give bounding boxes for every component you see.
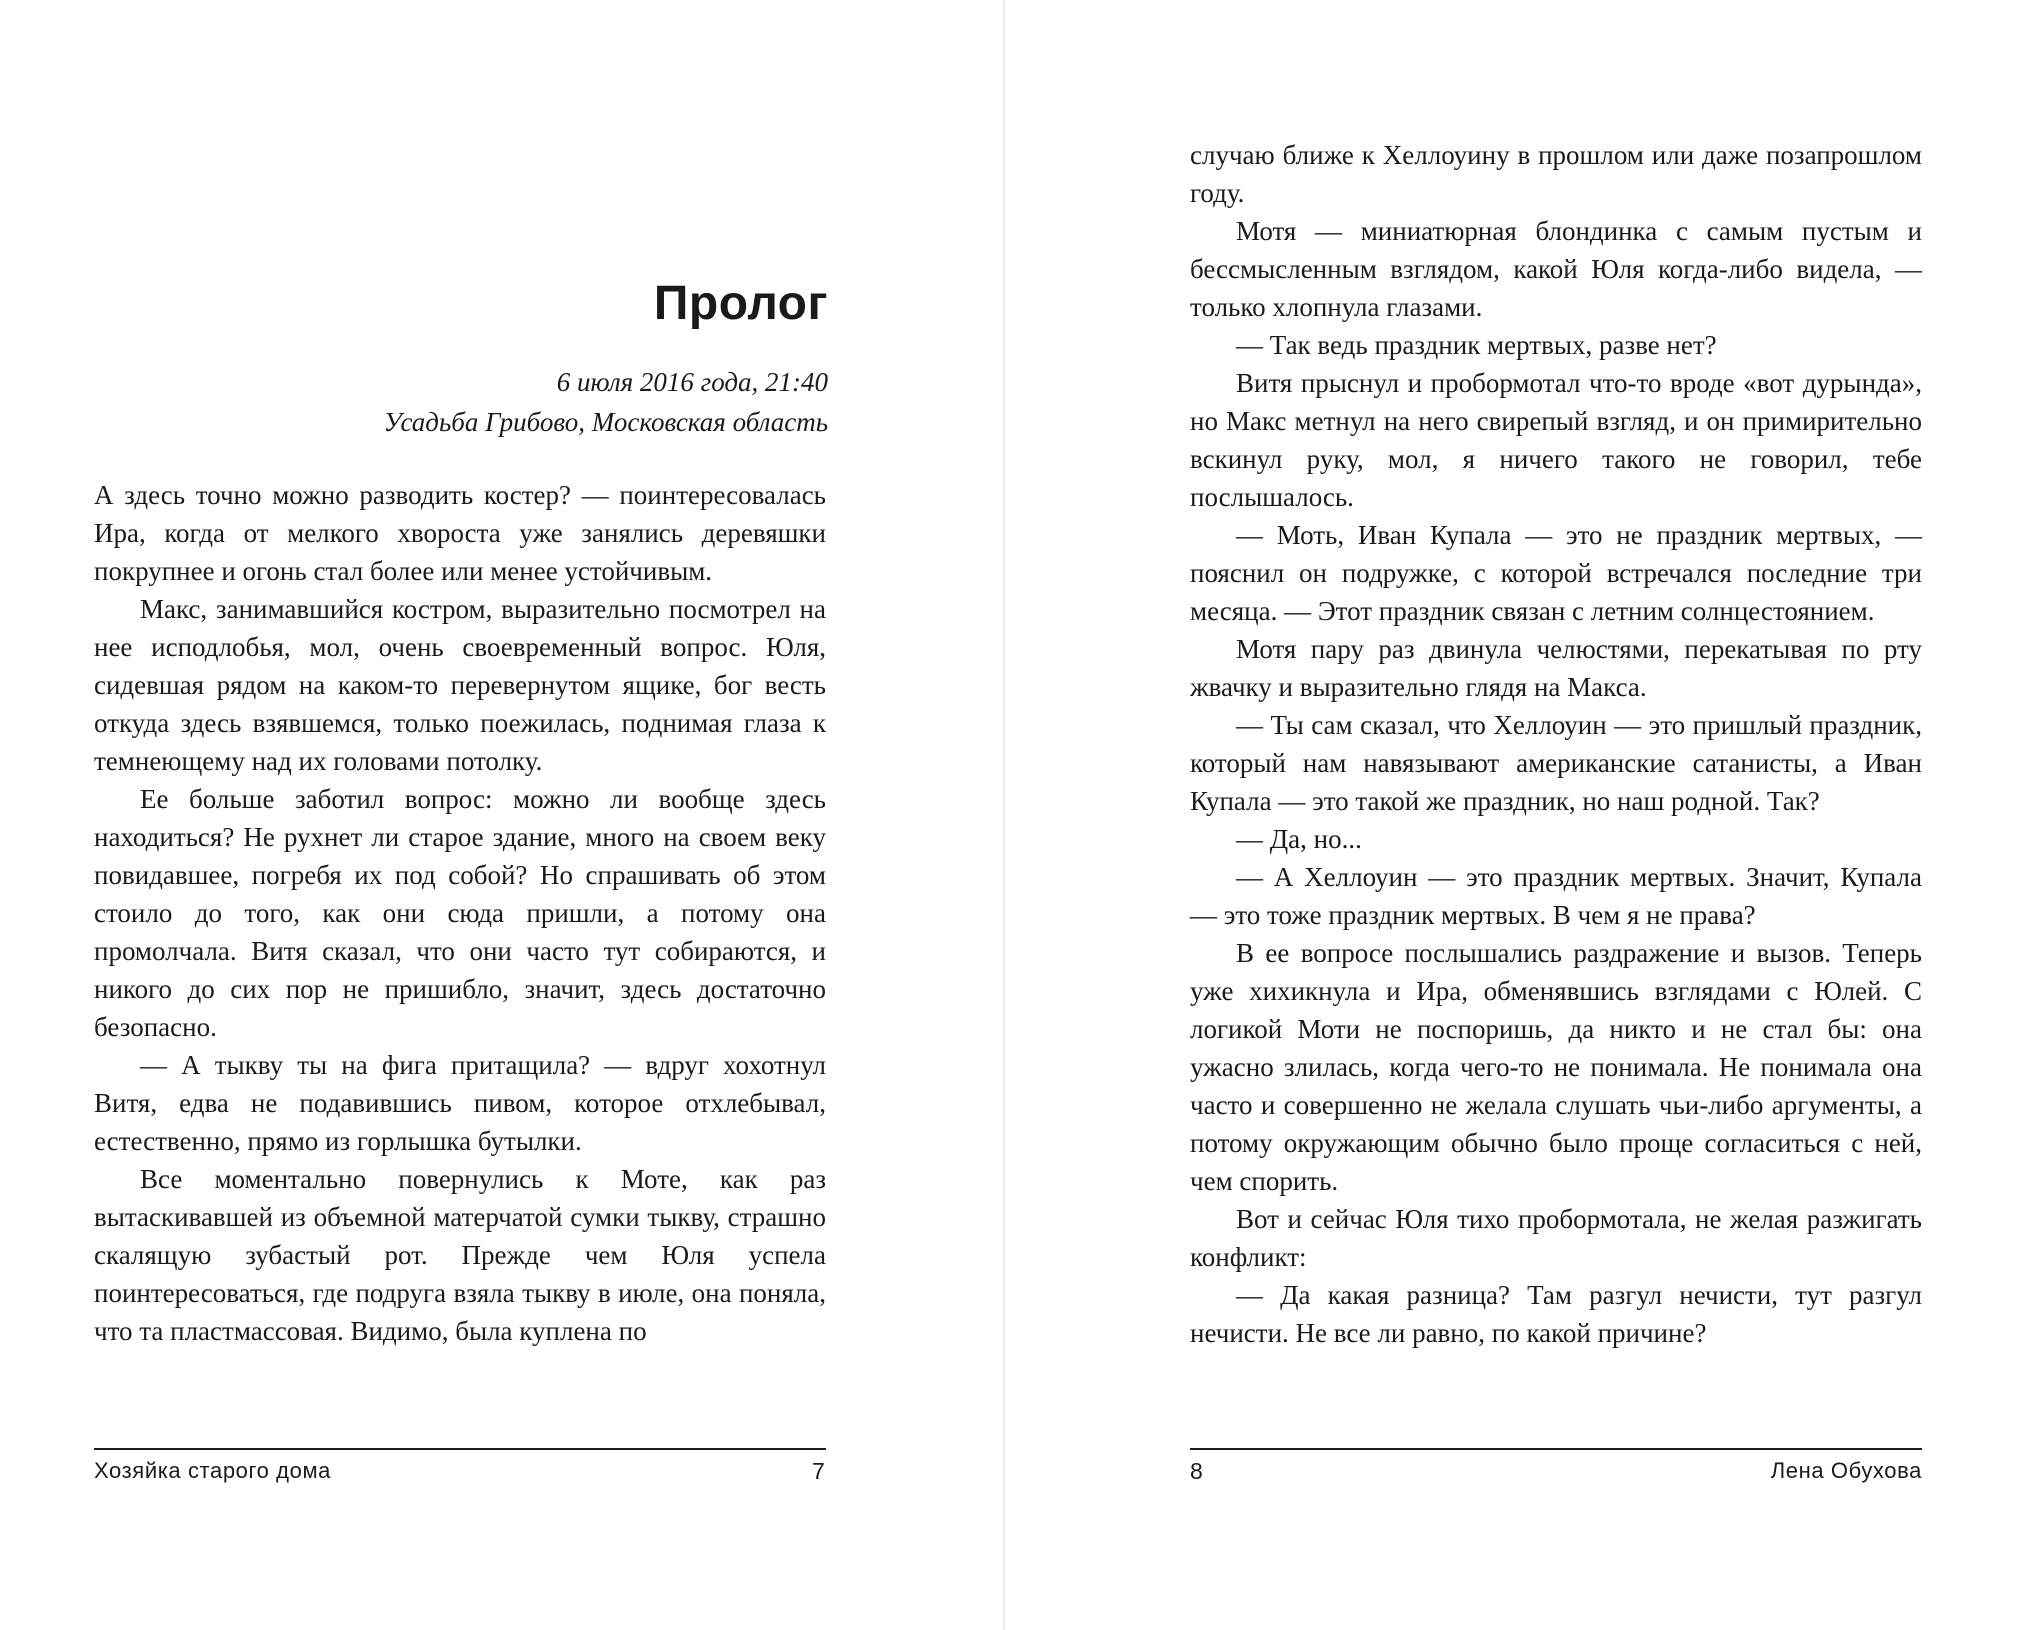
paragraph: А здесь точно можно разводить костер? — поинтересовалась Ира, когда от мелкого хвороста уже занялись деревяшки покрупнее и огонь стал более или менее устойчивым. — [94, 480, 826, 586]
epigraph-date: 6 июля 2016 года, 21:40 — [556, 367, 828, 397]
running-title: Хозяйка старого дома — [94, 1458, 332, 1483]
paragraph: — Так ведь праздник мертвых, разве нет? — [1236, 330, 1717, 360]
chapter-title: Пролог — [653, 277, 828, 330]
paragraph: — Да какая разница? Там разгул нечисти, тут разгул нечисти. Не все ли равно, по какой причине? — [1190, 1280, 1922, 1348]
paragraph: — А Хеллоуин — это праздник мертвых. Значит, Купала — это тоже праздник мертвых. В чем я не права? — [1190, 862, 1922, 930]
epigraph-place: Усадьба Грибово, Московская область — [383, 407, 828, 437]
right-page — [1005, 0, 2036, 1630]
paragraph: Макс, занимавшийся костром, выразительно посмотрел на нее исподлобья, мол, очень своевременный вопрос. Юля, сидевшая рядом на каком-то перевернутом ящике, бог весть откуда здесь взявшемся, только поежилась, поднимая глаза к темнеющему над их головами потолку. — [94, 594, 826, 776]
paragraph: Вот и сейчас Юля тихо пробормотала, не желая разжигать конфликт: — [1190, 1204, 1922, 1272]
paragraph: Витя прыснул и пробормотал что-то вроде «вот дурында», но Макс метнул на него свирепый взгляд, и он примирительно вскинул руку, мол, я ничего такого не говорил, тебе послышалось. — [1190, 368, 1922, 512]
epigraph — [384, 362, 828, 442]
left-page-text — [94, 476, 826, 1350]
paragraph: Все моментально повернулись к Моте, как раз вытаскивавшей из объемной матерчатой сумки тыкву, страшно скалящую зубастый рот. Прежде чем Юля успела поинтересоваться, где подруга взяла тыкву в июле, она поняла, что та пластмассовая. Видимо, была куплена по — [94, 1164, 826, 1346]
right-page-text — [1190, 136, 1922, 1352]
paragraph: В ее вопросе послышались раздражение и вызов. Теперь уже хихикнула и Ира, обменявшись взглядами с Юлей. С логикой Моти не поспоришь, да никто и не стал бы: она ужасно злилась, когда чего-то не понимала. Не понимала она часто и совершенно не желала слушать чьи-либо аргументы, а потому окружающим обычно было проще согласиться с ней, чем спорить. — [1190, 938, 1922, 1196]
footer-rule-left — [94, 1448, 826, 1450]
paragraph: Ее больше заботил вопрос: можно ли вообще здесь находиться? Не рухнет ли старое здание, много на своем веку повидавшее, погребя их под собой? Но спрашивать об этом стоило до того, как они сюда пришли, а потому она промолчала. Витя сказал, что они часто тут собираются, и никого до сих пор не пришибло, значит, здесь достаточно безопасно. — [94, 784, 826, 1042]
paragraph: Мотя пару раз двинула челюстями, перекатывая по рту жвачку и выразительно глядя на Макса. — [1190, 634, 1922, 702]
running-author: Лена Обухова — [1770, 1458, 1922, 1483]
left-page — [0, 0, 1003, 1630]
page-number-left: 7 — [812, 1458, 825, 1484]
paragraph: — Моть, Иван Купала — это не праздник мертвых, — пояснил он подружке, с которой встречался последние три месяца. — Этот праздник связан с летним солнцестоянием. — [1190, 520, 1922, 626]
footer-rule-right — [1190, 1448, 1922, 1450]
paragraph: Мотя — миниатюрная блондинка с самым пустым и бессмысленным взглядом, какой Юля когда-либо видела, — только хлопнула глазами. — [1190, 216, 1922, 322]
page-number-right: 8 — [1190, 1458, 1203, 1484]
paragraph: — А тыкву ты на фига притащила? — вдруг хохотнул Витя, едва не подавившись пивом, которое отхлебывал, естественно, прямо из горлышка бутылки. — [94, 1050, 826, 1156]
paragraph: — Да, но... — [1236, 824, 1362, 854]
paragraph: — Ты сам сказал, что Хеллоуин — это пришлый праздник, который нам навязывают американские сатанисты, а Иван Купала — это такой же праздник, но наш родной. Так? — [1190, 710, 1922, 816]
paragraph: случаю ближе к Хеллоуину в прошлом или даже позапрошлом году. — [1190, 140, 1922, 208]
